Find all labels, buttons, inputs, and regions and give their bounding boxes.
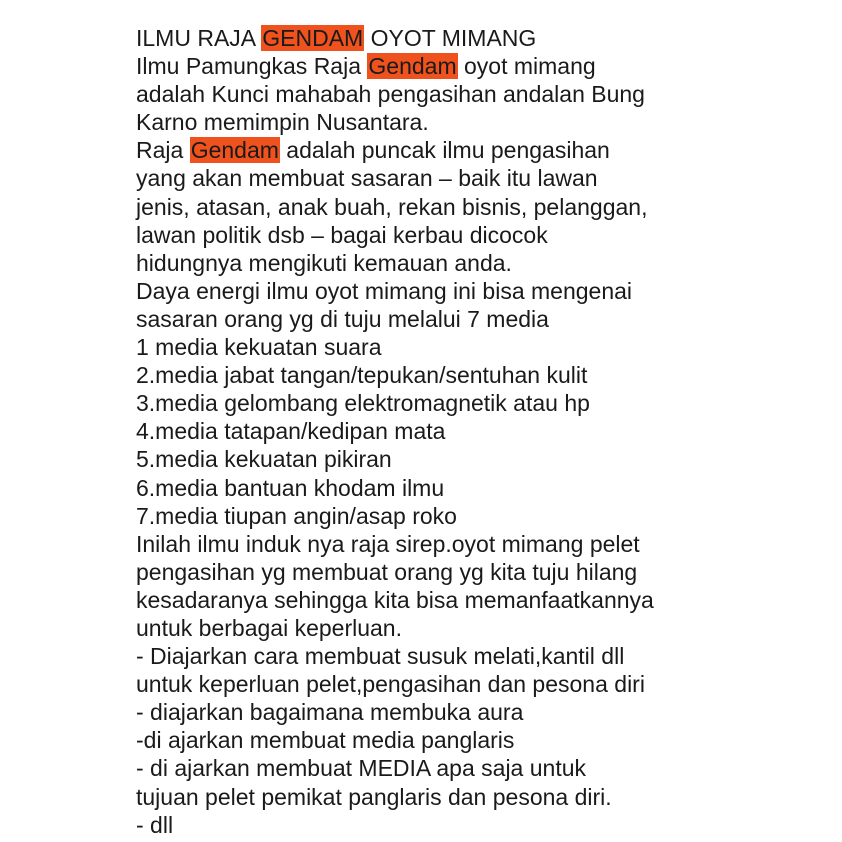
text-line bbox=[136, 277, 776, 305]
text-line bbox=[136, 530, 776, 558]
text-line bbox=[136, 754, 776, 782]
highlighted-word: Gendam bbox=[368, 53, 457, 80]
text-segment: 6.media bantuan khodam ilmu bbox=[136, 474, 445, 501]
text-segment: adalah Kunci mahabah pengasihan andalan Bung bbox=[136, 81, 645, 108]
text-line bbox=[136, 136, 776, 164]
text-segment: 1 media kekuatan suara bbox=[136, 334, 382, 361]
text-line bbox=[136, 80, 776, 108]
text-line bbox=[136, 474, 776, 502]
text-line bbox=[136, 193, 776, 221]
text-segment: yang akan membuat sasaran – baik itu lawan bbox=[136, 165, 598, 192]
text-segment: -di ajarkan membuat media panglaris bbox=[136, 727, 515, 754]
text-line bbox=[136, 445, 776, 473]
text-segment: oyot mimang bbox=[457, 53, 596, 80]
text-line bbox=[136, 361, 776, 389]
text-segment: Karno memimpin Nusantara. bbox=[136, 109, 429, 136]
text-line bbox=[136, 642, 776, 670]
text-line bbox=[136, 726, 776, 754]
text-line bbox=[136, 698, 776, 726]
text-segment: - diajarkan bagaimana membuka aura bbox=[136, 699, 524, 726]
text-segment: Ilmu Pamungkas Raja bbox=[136, 53, 368, 80]
text-line bbox=[136, 614, 776, 642]
text-segment: 2.media jabat tangan/tepukan/sentuhan kulit bbox=[136, 362, 588, 389]
text-segment: 5.media kekuatan pikiran bbox=[136, 446, 392, 473]
text-segment: tujuan pelet pemikat panglaris dan pesona diri. bbox=[136, 783, 612, 810]
text-segment: Daya energi ilmu oyot mimang ini bisa mengenai bbox=[136, 277, 633, 304]
text-segment: lawan politik dsb – bagai kerbau dicocok bbox=[136, 221, 548, 248]
text-line bbox=[136, 811, 776, 839]
text-line bbox=[136, 164, 776, 192]
text-line bbox=[136, 389, 776, 417]
text-segment: pengasihan yg membuat orang yg kita tuju hilang bbox=[136, 558, 638, 585]
text-segment: ILMU RAJA bbox=[136, 25, 262, 51]
text-line bbox=[136, 221, 776, 249]
text-segment: Inilah ilmu induk nya raja sirep.oyot mimang pelet bbox=[136, 530, 640, 557]
text-line bbox=[136, 783, 776, 811]
document-body bbox=[136, 24, 776, 839]
highlighted-word: GENDAM bbox=[262, 25, 364, 51]
text-segment: - Diajarkan cara membuat susuk melati,kantil dll bbox=[136, 643, 625, 670]
text-line bbox=[136, 52, 776, 80]
text-segment: untuk keperluan pelet,pengasihan dan pesona diri bbox=[136, 671, 645, 698]
text-line bbox=[136, 333, 776, 361]
text-line bbox=[136, 305, 776, 333]
text-line bbox=[136, 502, 776, 530]
text-segment: sasaran orang yg di tuju melalui 7 media bbox=[136, 305, 549, 332]
text-line bbox=[136, 586, 776, 614]
text-segment: adalah puncak ilmu pengasihan bbox=[279, 137, 610, 164]
text-segment: - di ajarkan membuat MEDIA apa saja untuk bbox=[136, 755, 587, 782]
text-segment: 3.media gelombang elektromagnetik atau hp bbox=[136, 390, 590, 417]
text-segment: OYOT MIMANG bbox=[364, 25, 537, 51]
text-segment: - dll bbox=[136, 811, 174, 838]
text-line bbox=[136, 417, 776, 445]
text-segment: 4.media tatapan/kedipan mata bbox=[136, 418, 446, 445]
text-segment: untuk berbagai keperluan. bbox=[136, 614, 402, 641]
text-line bbox=[136, 108, 776, 136]
text-line bbox=[136, 249, 776, 277]
text-segment: hidungnya mengikuti kemauan anda. bbox=[136, 249, 512, 276]
text-segment: 7.media tiupan angin/asap roko bbox=[136, 502, 457, 529]
text-line bbox=[136, 670, 776, 698]
text-line bbox=[136, 558, 776, 586]
document-title bbox=[136, 24, 776, 52]
text-segment: Raja bbox=[136, 137, 190, 164]
highlighted-word: Gendam bbox=[190, 137, 279, 164]
text-segment: kesadaranya sehingga kita bisa memanfaatkannya bbox=[136, 586, 654, 613]
text-segment: jenis, atasan, anak buah, rekan bisnis, pelanggan, bbox=[136, 193, 648, 220]
